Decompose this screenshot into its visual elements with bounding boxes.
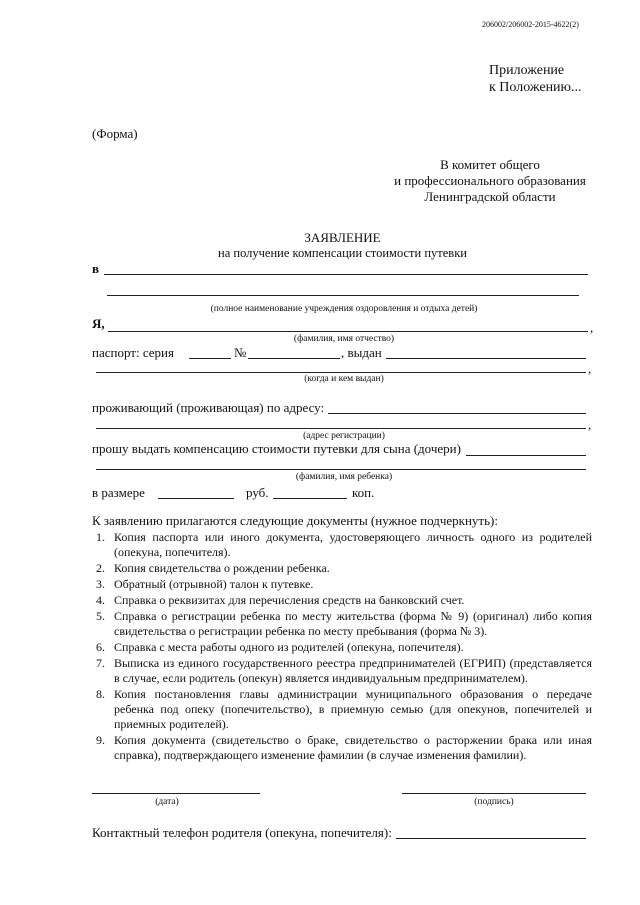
i-prefix: Я, xyxy=(92,316,105,331)
attachment-number: 1. xyxy=(96,530,105,544)
attachment-number: 6. xyxy=(96,640,105,654)
kop-label: коп. xyxy=(352,485,375,500)
date-field[interactable] xyxy=(92,793,260,794)
rub-label: руб. xyxy=(246,485,269,500)
child-field-1[interactable] xyxy=(466,455,586,456)
passport-issued-label: , выдан xyxy=(341,345,382,360)
attachment-item xyxy=(96,640,592,655)
issued-caption: (когда и кем выдан) xyxy=(304,374,384,384)
attachment-number: 7. xyxy=(96,656,105,670)
attachment-item xyxy=(96,561,592,576)
institution-field-1[interactable] xyxy=(104,274,588,275)
attachment-item xyxy=(96,530,592,560)
attachment-number: 3. xyxy=(96,577,105,591)
address-field-1[interactable] xyxy=(328,413,586,414)
to-prefix: в xyxy=(92,261,100,276)
attachment-item xyxy=(96,733,592,763)
issued-field-2[interactable] xyxy=(96,372,586,373)
attachments-list xyxy=(96,530,592,764)
contact-phone-label: Контактный телефон родителя (опекуна, попечителя): xyxy=(92,825,392,840)
attachment-number: 8. xyxy=(96,687,105,701)
attachment-text: Справка о реквизитах для перечисления средств на банковский счет. xyxy=(114,593,465,607)
attachment-text: Копия документа (свидетельство о браке, свидетельство о расторжении брака или иная справка), подтверждающего изменение фамилии (в случае изменения фамилии). xyxy=(114,733,592,762)
contact-phone-field[interactable] xyxy=(396,838,586,839)
amount-kop-field[interactable] xyxy=(273,498,347,499)
passport-series-field[interactable] xyxy=(189,358,231,359)
amount-rub-field[interactable] xyxy=(158,498,234,499)
residing-label: проживающий (проживающая) по адресу: xyxy=(92,400,325,415)
attachment-number: 5. xyxy=(96,609,105,623)
attachment-item xyxy=(96,609,592,639)
date-caption: (дата) xyxy=(155,797,179,807)
document-title: ЗАЯВЛЕНИЕ xyxy=(304,230,381,245)
request-label: прошу выдать компенсацию стоимости путевки для сына (дочери) xyxy=(92,441,461,456)
attachment-item xyxy=(96,577,592,592)
attachment-text: Выписка из единого государственного реестра предпринимателей (ЕГРИП) (представляется в случае, если родитель (опекун) является индивидуальным предпринимателем). xyxy=(114,656,592,685)
appendix-line-1: Приложение xyxy=(489,63,565,78)
fio-caption: (фамилия, имя отчество) xyxy=(293,334,395,344)
signature-field[interactable] xyxy=(402,793,586,794)
passport-number-field[interactable] xyxy=(248,358,340,359)
attachment-item xyxy=(96,687,592,732)
attachment-number: 4. xyxy=(96,593,105,607)
addressee-line-1: В комитет общего xyxy=(440,157,540,172)
attachment-text: Копия постановления главы администрации муниципального образования о передаче ребенка под опеку (попечительство), в приемную семью (для опекунов, попечителей и приемных родителей). xyxy=(114,687,592,731)
attachment-item xyxy=(96,656,592,686)
attachments-intro: К заявлению прилагаются следующие документы (нужное подчеркнуть): xyxy=(92,513,498,528)
comma: , xyxy=(590,320,594,335)
document-subtitle: на получение компенсации стоимости путевки xyxy=(218,246,467,260)
form-label: (Форма) xyxy=(92,126,138,141)
attachment-item xyxy=(96,593,592,608)
attachment-text: Справка с места работы одного из родителей (опекуна, попечителя). xyxy=(114,640,464,654)
attachment-text: Копия паспорта или иного документа, удостоверяющего личность одного из родителей (опекуна, попечителя). xyxy=(114,530,592,559)
attachment-number: 9. xyxy=(96,733,105,747)
institution-field-2[interactable] xyxy=(107,295,579,296)
attachment-number: 2. xyxy=(96,561,105,575)
comma: , xyxy=(588,361,592,376)
comma: , xyxy=(588,417,592,432)
addressee-line-3: Ленинградской области xyxy=(424,189,556,204)
child-caption: (фамилия, имя ребенка) xyxy=(295,472,393,482)
document-number: 206002/206002-2015-4622(2) xyxy=(482,20,579,29)
institution-caption: (полное наименование учреждения оздоровления и отдыха детей) xyxy=(210,304,478,314)
amount-label: в размере xyxy=(92,485,145,500)
fio-field[interactable] xyxy=(108,331,588,332)
signature-caption: (подпись) xyxy=(474,797,514,807)
address-caption: (адрес регистрации) xyxy=(303,431,385,441)
attachment-text: Копия свидетельства о рождении ребенка. xyxy=(114,561,330,575)
attachment-text: Справка о регистрации ребенка по месту жительства (форма № 9) (оригинал) либо копия свидетельства о регистрации ребенка по месту пребывания (форма № 3). xyxy=(114,609,592,638)
passport-issued-field[interactable] xyxy=(386,358,586,359)
attachment-text: Обратный (отрывной) талон к путевке. xyxy=(114,577,314,591)
address-field-2[interactable] xyxy=(96,428,586,429)
appendix-line-2: к Положению... xyxy=(489,80,582,95)
passport-series-label: паспорт: серия xyxy=(92,345,174,360)
addressee-line-2: и профессионального образования xyxy=(394,173,586,188)
passport-number-label: № xyxy=(234,345,247,360)
child-field-2[interactable] xyxy=(96,469,586,470)
